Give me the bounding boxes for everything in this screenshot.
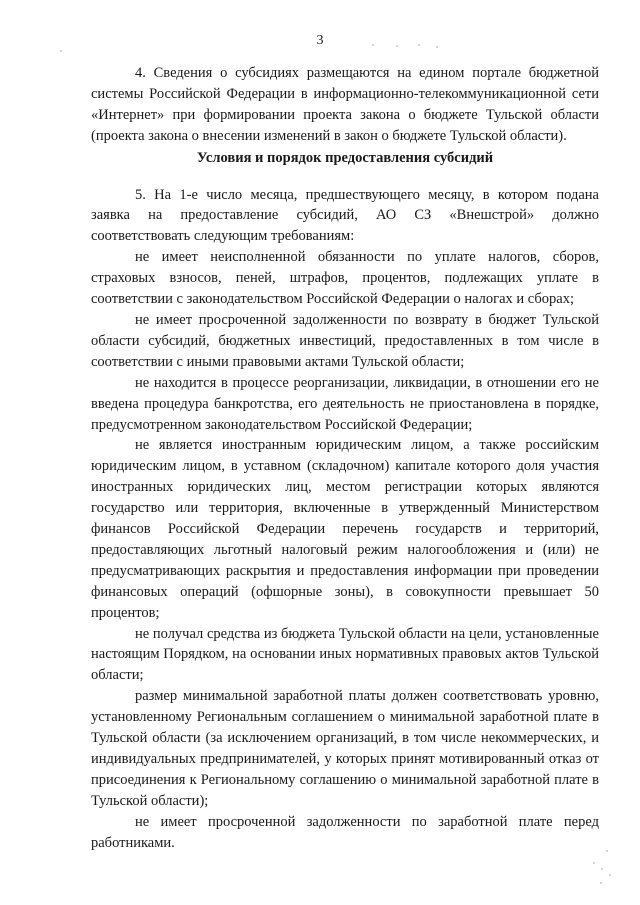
requirement-no-wage-arrears: не имеет просроченной задолженности по заработной плате перед работниками.: [91, 813, 599, 851]
scan-speck: [396, 45, 398, 47]
requirement-no-other-funds: не получал средства из бюджета Тульской области на цели, установленные настоящим Порядком, на основании иных нормативных правовых актов Тульской области;: [91, 625, 599, 684]
requirement-no-overdue-budget-debt: не имеет просроченной задолженности по возврату в бюджет Тульской области субсидий, бюджетных инвестиций, предоставленных в том числе в соответствии с иными правовыми актами Тульской области;: [91, 311, 599, 370]
scan-speck: [609, 874, 611, 876]
document-body: [91, 63, 599, 854]
requirement-no-tax-debt: не имеет неисполненной обязанности по уплате налогов, сборов, страховых взносов, пеней, штрафов, процентов, подлежащих уплате в соответствии с законодательством Российской Федерации о налогах и сборах;: [91, 249, 599, 308]
scan-speck: [606, 850, 608, 852]
scan-speck: [593, 862, 595, 864]
paragraph-4-portal-info: 4. Сведения о субсидиях размещаются на едином портале бюджетной системы Российской Федерации в информационно-телекоммуникационной сети «Интернет» при формировании проекта закона о бюджете Тульской области (проекта закона о внесении изменений в закон о бюджете Тульской области).: [91, 65, 599, 144]
section-heading: Условия и порядок предоставления субсидий: [196, 149, 494, 166]
requirement-not-in-liquidation: не находится в процессе реорганизации, ликвидации, в отношении его не введена процедура банкротства, его деятельность не приостановлена в порядке, предусмотренном законодательством Российской Федерации;: [91, 374, 599, 433]
requirement-not-foreign-entity: не является иностранным юридическим лицом, а также российским юридическим лицом, в уставном (складочном) капитале которого доля участия иностранных юридических лиц, местом регистрации которых являются государство или территория, включенные в утвержденный Министерством финансов Российской Федерации перечень государств и территорий, предоставляющих льготный налоговый режим налогообложения и (или) не предусматривающих раскрытия и предоставления информации при проведении финансовых операций (офшорные зоны), в совокупности превышает 50 процентов;: [91, 437, 599, 621]
scan-speck: [372, 44, 374, 46]
page-number: 3: [316, 33, 324, 48]
scan-speck: [60, 50, 62, 52]
scan-speck: [600, 882, 602, 884]
paragraph-5-requirements-intro: 5. На 1-е число месяца, предшествующего месяцу, в котором подана заявка на предоставление субсидий, АО СЗ «Внешстрой» должно соответствовать следующим требованиям:: [91, 186, 599, 245]
scan-speck: [418, 44, 420, 46]
requirement-minimum-wage: размер минимальной заработной платы должен соответствовать уровню, установленному Региональным соглашением о минимальной заработной плате в Тульской области (за исключением организаций, в том числе некоммерческих, и индивидуальных предпринимателей, у которых принят мотивированный отказ от присоединения к Региональному соглашению о минимальной заработной плате в Тульской области);: [91, 688, 599, 809]
scan-speck: [601, 868, 603, 870]
scan-speck: [436, 46, 438, 48]
